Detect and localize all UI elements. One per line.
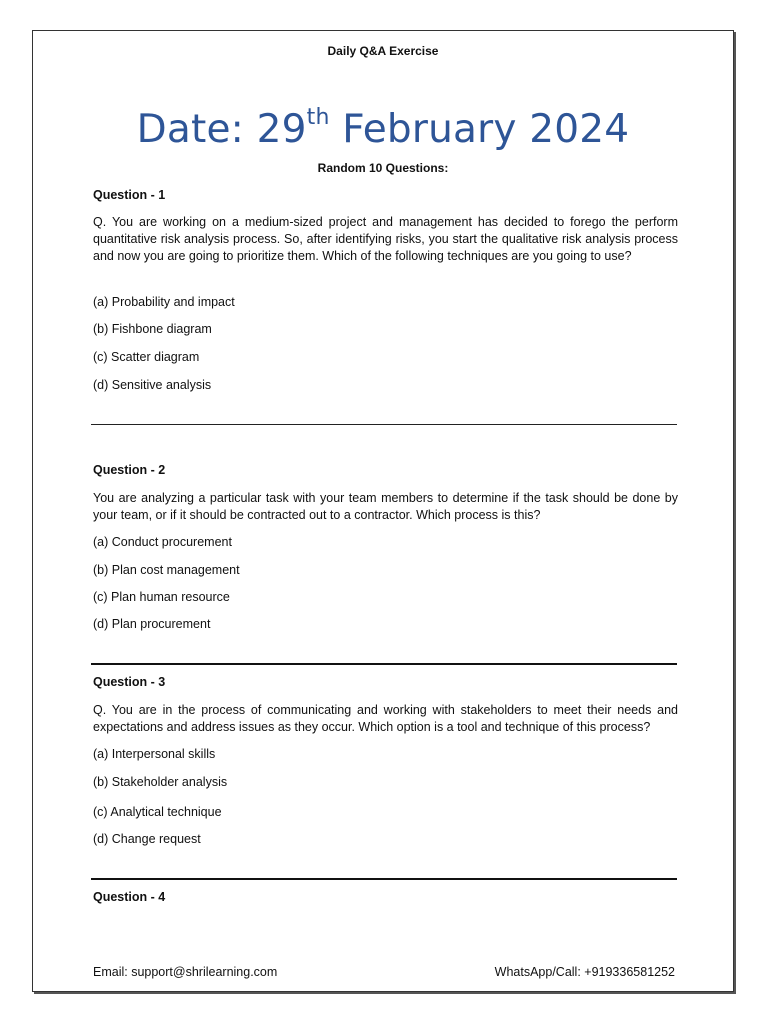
divider [91, 663, 677, 665]
date-suffix: th [306, 105, 330, 130]
question-3-text: Q. You are in the process of communicating and working with stakeholders to meet their needs and expectations and address issues as they occur. Which option is a tool and technique of this process? [93, 703, 678, 734]
question-1-label: Question - 1 [93, 188, 166, 202]
question-2-label: Question - 2 [93, 463, 166, 477]
divider [91, 878, 677, 880]
footer-phone: WhatsApp/Call: +919336581252 [494, 965, 675, 979]
question-3-option-b: (b) Stakeholder analysis [93, 775, 228, 789]
question-1-option-d: (d) Sensitive analysis [93, 378, 212, 392]
question-2-option-b: (b) Plan cost management [93, 563, 240, 577]
question-2-option-d: (d) Plan procurement [93, 617, 211, 631]
question-1-option-a: (a) Probability and impact [93, 295, 235, 309]
question-1-option-b: (b) Fishbone diagram [93, 322, 212, 336]
question-2-text: You are analyzing a particular task with your team members to determine if the task should be done by your team, or if it should be contracted out to a contractor. Which process is this? [93, 491, 678, 522]
date-rest: February 2024 [329, 107, 630, 152]
divider [91, 424, 677, 425]
subtitle: Random 10 Questions: [317, 161, 449, 175]
question-4-label: Question - 4 [93, 890, 166, 904]
question-1-text: Q. You are working on a medium-sized project and management has decided to forego the perform quantitative risk analysis process. So, after identifying risks, you start the qualitative risk analysis process and now you are going to prioritize them. Which of the following techniques are you going to use? [93, 215, 678, 263]
question-3-option-c: (c) Analytical technique [93, 805, 222, 819]
question-3-label: Question - 3 [93, 675, 166, 689]
question-3-option-d: (d) Change request [93, 832, 201, 846]
document-page [32, 30, 734, 992]
question-3-option-a: (a) Interpersonal skills [93, 747, 216, 761]
header-title: Daily Q&A Exercise [327, 44, 439, 58]
question-2-option-a: (a) Conduct procurement [93, 535, 232, 549]
page-title [33, 107, 733, 152]
question-1-option-c: (c) Scatter diagram [93, 350, 200, 364]
date-prefix: Date: 29 [136, 107, 307, 152]
question-2-option-c: (c) Plan human resource [93, 590, 230, 604]
footer-email: Email: support@shrilearning.com [93, 965, 278, 979]
